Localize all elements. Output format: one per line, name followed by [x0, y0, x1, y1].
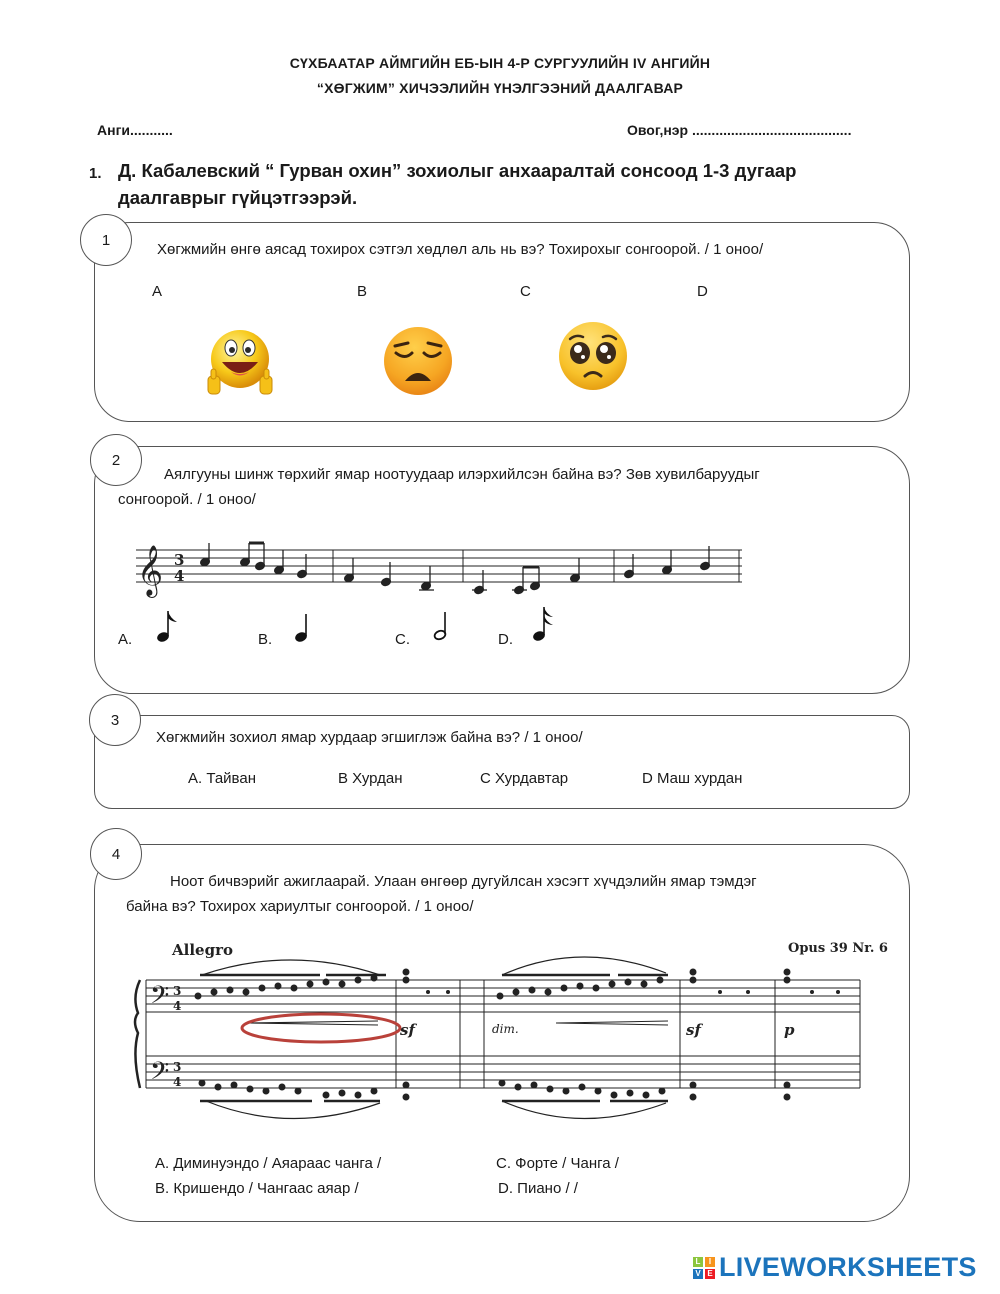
- liveworksheets-logo-icon: L I V E: [693, 1257, 715, 1279]
- highlight-circle: [242, 1014, 400, 1042]
- liveworksheets-logo[interactable]: [693, 1252, 977, 1283]
- header-line-1: СҮХБААТАР АЙМГИЙН ЕБ-ЫН 4-Р СУРГУУЛИЙН IV АНГИЙН: [289, 55, 711, 71]
- score-sf-2: sf: [686, 1021, 701, 1039]
- score-sf-1: sf: [400, 1021, 415, 1039]
- svg-text:𝄢: 𝄢: [150, 981, 170, 1016]
- sad-face-emoji-icon[interactable]: [381, 325, 455, 397]
- svg-text:3: 3: [173, 1060, 182, 1074]
- svg-text:4: 4: [173, 999, 182, 1013]
- q4-option-a[interactable]: А. Диминуэндо / Аяараас чанга /: [155, 1155, 382, 1172]
- q3-option-b[interactable]: В Хурдан: [338, 770, 403, 787]
- question-4-line-1: Ноот бичвэрийг ажиглаарай. Улаан өнгөөр дугуйлсан хэсэгт хүчдэлийн ямар тэмдэг: [170, 873, 757, 890]
- q3-option-c[interactable]: С Хурдавтар: [480, 770, 569, 787]
- eighth-note-icon[interactable]: [155, 608, 181, 644]
- score-opus: Opus 39 Nr. 6: [788, 941, 888, 956]
- task-line-2: даалгаврыг гүйцэтгээрэй.: [118, 187, 358, 208]
- quarter-note-icon[interactable]: [293, 612, 313, 644]
- task-line-1: Д. Кабалевский “ Гурван охин” зохиолыг анхааралтай сонсоод 1-3 дугаар: [118, 160, 797, 181]
- question-1-text: Хөгжмийн өнгө аясад тохирох сэтгэл хөдлөл аль нь вэ? Тохирохыг сонгоорой. / 1 оноо/: [157, 241, 764, 258]
- q1-option-c[interactable]: C: [520, 283, 531, 300]
- svg-text:4: 4: [174, 567, 185, 585]
- q3-option-a[interactable]: А. Тайван: [188, 770, 256, 787]
- question-3-text: Хөгжмийн зохиол ямар хурдаар эгшиглэж байна вэ? / 1 оноо/: [156, 729, 583, 746]
- question-4-line-2: байна вэ? Тохирох хариултыг сонгоорой. / 1 оноо/: [126, 898, 474, 915]
- question-2-line-2: сонгоорой. / 1 оноо/: [118, 491, 256, 508]
- question-4-number: 4: [90, 828, 142, 880]
- melody-staff: [130, 535, 750, 605]
- treble-clef-icon: 𝄞: [137, 545, 164, 596]
- q1-option-d[interactable]: D: [697, 283, 708, 300]
- half-note-icon[interactable]: [432, 610, 452, 642]
- svg-text:3: 3: [174, 551, 185, 569]
- q2-option-b[interactable]: B.: [258, 631, 273, 648]
- score-tempo: Allegro: [172, 941, 233, 959]
- q1-option-b[interactable]: B: [357, 283, 368, 300]
- brand-text: LIVEWORKSHEETS: [719, 1252, 977, 1282]
- q4-option-c[interactable]: С. Форте / Чанга /: [496, 1155, 619, 1172]
- question-2-number: 2: [90, 434, 142, 486]
- name-label: Овог,нэр .........................................: [627, 122, 852, 138]
- q2-option-c[interactable]: C.: [395, 631, 410, 648]
- class-label: Анги...........: [97, 122, 173, 138]
- sixteenth-note-icon[interactable]: [531, 604, 557, 644]
- question-3-number: 3: [89, 694, 141, 746]
- svg-text:𝄢: 𝄢: [150, 1057, 170, 1092]
- svg-text:4: 4: [173, 1075, 182, 1089]
- q2-option-a[interactable]: A.: [118, 631, 133, 648]
- q3-option-d[interactable]: D Маш хурдан: [642, 770, 743, 787]
- q4-option-d[interactable]: D. Пиано / /: [498, 1180, 578, 1197]
- task-number: 1.: [89, 165, 102, 182]
- svg-text:3: 3: [173, 984, 182, 998]
- question-1-number: 1: [80, 214, 132, 266]
- question-2-line-1: Аялгууны шинж төрхийг ямар ноотуудаар илэрхийлсэн байна вэ? Зөв хувилбаруудыг: [164, 466, 760, 483]
- q2-option-d[interactable]: D.: [498, 631, 513, 648]
- q4-option-b[interactable]: В. Кришендо / Чангаас аяар /: [155, 1180, 359, 1197]
- header-line-2: “ХӨГЖИМ” ХИЧЭЭЛИЙН ҮНЭЛГЭЭНИЙ ДААЛГАВАР: [316, 80, 684, 96]
- q1-option-a[interactable]: A: [152, 283, 163, 300]
- piano-score: [130, 935, 890, 1125]
- score-dim: dim.: [492, 1022, 519, 1036]
- happy-thumbs-up-emoji-icon[interactable]: [205, 326, 275, 396]
- pleading-face-emoji-icon[interactable]: [556, 319, 630, 393]
- score-piano: p: [784, 1021, 795, 1039]
